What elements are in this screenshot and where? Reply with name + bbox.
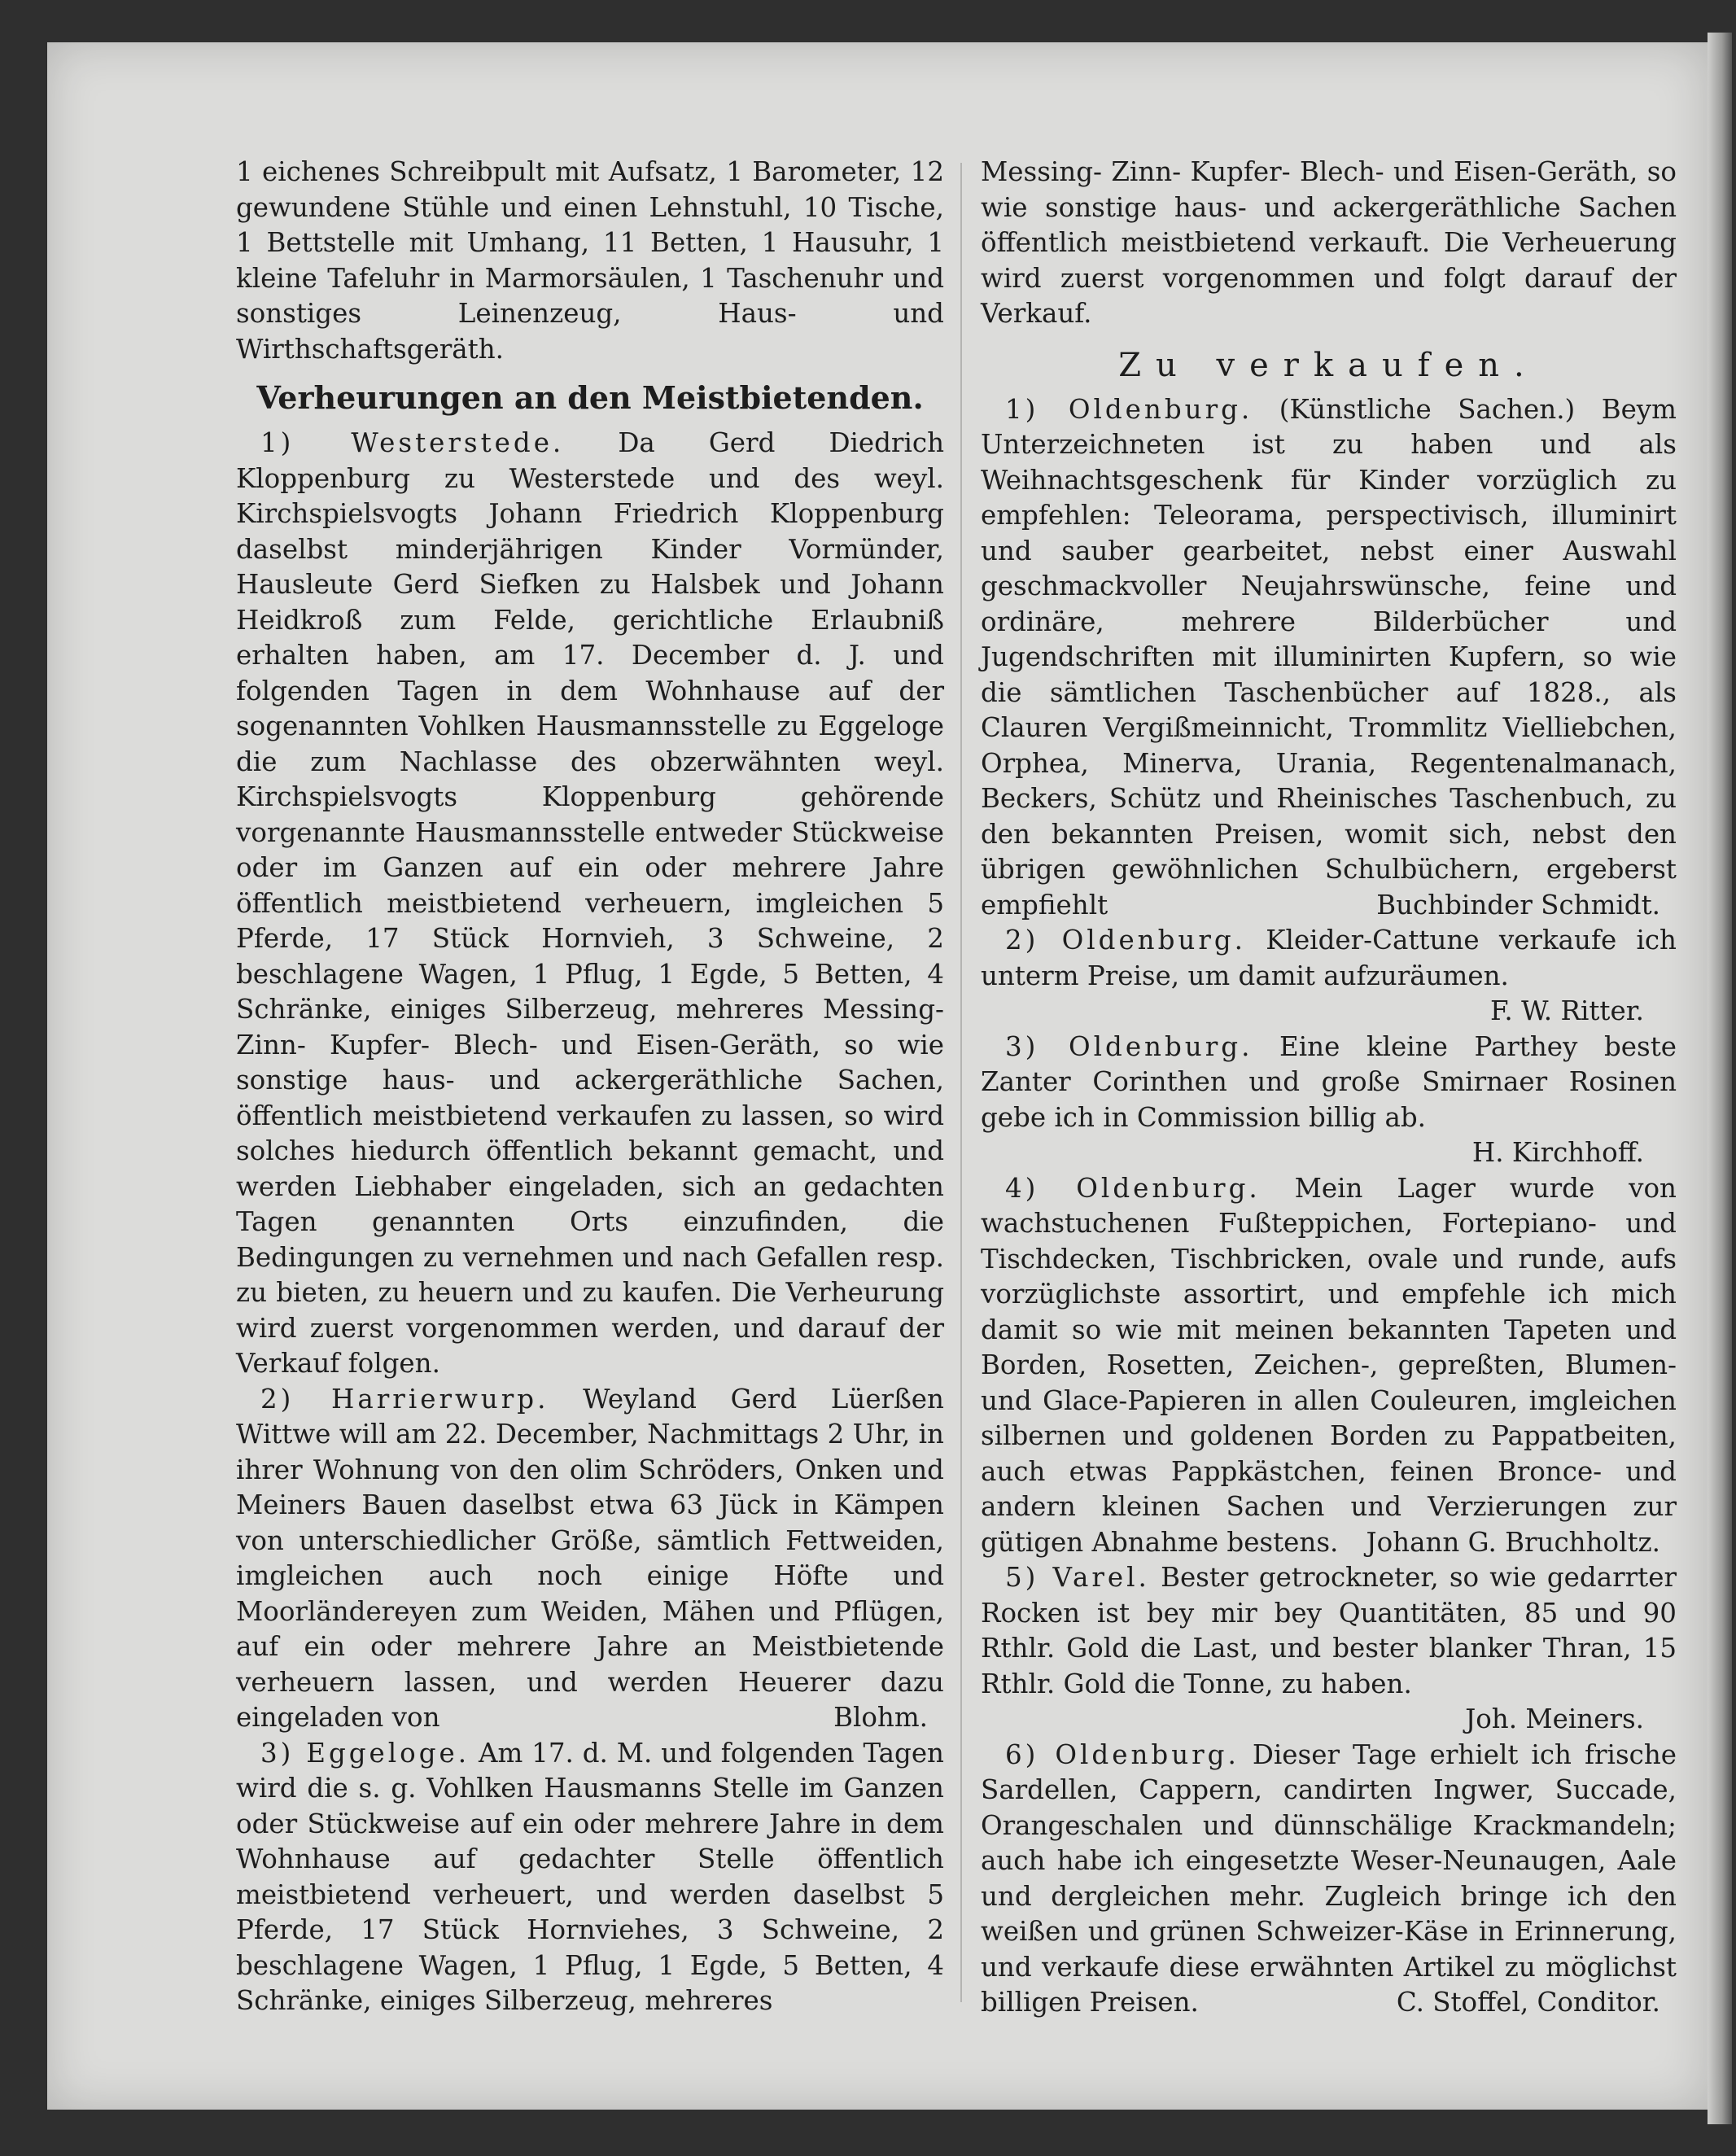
intro-paragraph: 1 eichenes Schreibpult mit Aufsatz, 1 Barometer, 12 gewundene Stühle und einen Lehnstuhl, 10 Tische, 1 Bettstelle mit Umhang, 11 Betten, 1 Hausuhr, 1 kleine Tafeluhr in Marmorsäulen, 1 Taschenuhr und sonstiges Leinenzeug, Haus- und Wirthschaftsgeräth.	[236, 156, 944, 365]
notice-signature: H. Kirchhoff.	[1471, 1137, 1644, 1168]
notice-item	[981, 923, 1677, 994]
notice-signature: F. W. Ritter.	[1489, 995, 1644, 1026]
notice-place: 3) Oldenburg.	[1005, 1030, 1253, 1062]
notice-text: Eine kleine Parthey beste Zanter Corinthen und große Smirnaer Rosinen gebe ich in Commission billig ab.	[981, 1030, 1677, 1133]
notice-place: 2) Oldenburg.	[1005, 925, 1247, 956]
notice-text: Mein Lager wurde von wachstuchenen Fußteppichen, Fortepiano- und Tischdecken, Tischbricken, ovale und runde, aufs vorzüglichste assortirt, und empfehle ich mich damit so wie mit meinen bekannten Tapeten und Borden, Rosetten, Zeichen-, gepreßten, Blumen- und Glace-Papieren in allen Couleuren, imgleichen silbernen und goldenen Borden zu Pappatbeiten, auch etwas Pappkästchen, feinen Bronce- und andern kleinen Sachen und Verzierungen zur gütigen Abnahme bestens.	[981, 1172, 1677, 1558]
notice-item	[981, 1560, 1677, 1702]
notice-place: 6) Oldenburg.	[1005, 1738, 1240, 1770]
left-column	[236, 155, 944, 2019]
continuation-paragraph: Messing- Zinn- Kupfer- Blech- und Eisen-Geräth, so wie sonstige haus- und ackergeräthliche Sachen öffentlich meistbietend verkauft. Die Verheuerung wird zuerst vorgenommen und folgt darauf der Verkauf.	[981, 156, 1677, 329]
page-edge	[1708, 33, 1732, 2124]
notice-text: Am 17. d. M. und folgenden Tagen wird die s. g. Vohlken Hausmanns Stelle im Ganzen oder Stückweise auf ein oder mehrere Jahre in dem Wohnhause auf gedachter Stelle öffentlich meistbietend verheuert, und werden daselbst 5 Pferde, 17 Stück Hornviehes, 3 Schweine, 2 beschlagene Wagen, 1 Pflug, 1 Egde, 5 Betten, 4 Schränke, einiges Silberzeug, mehreres	[236, 1737, 944, 2016]
notice-item	[236, 1382, 944, 1736]
notice-signature: C. Stoffel, Conditor.	[1396, 1987, 1660, 2018]
notice-signature: Blohm.	[833, 1702, 928, 1733]
notice-signature: Johann G. Bruchholtz.	[1366, 1526, 1660, 1558]
notice-text: (Künstliche Sachen.) Beym Unterzeichneten ist zu haben und als Weihnachtsgeschenk für Kinder vorzüglich zu empfehlen: Teleorama, perspectivisch, illuminirt und sauber gearbeitet, nebst einer Auswahl geschmackvoller Neujahrswünsche, feine und ordinäre, mehrere Bilderbücher und Jugendschriften mit illuminirten Kupfern, so wie die sämtlichen Taschenbücher auf 1828., als Clauren Vergißmeinnicht, Trommlitz Vielliebchen, Orphea, Minerva, Urania, Regentenalmanach, Beckers, Schütz und Rheinisches Taschenbuch, zu den bekannten Preisen, womit sich, nebst den übrigen gewöhnlichen Schulbüchern, ergeberst empfiehlt	[981, 393, 1677, 921]
right-column	[981, 155, 1677, 2021]
notice-item	[236, 426, 944, 1382]
notice-item	[236, 1736, 944, 2019]
notice-place: 3) Eggeloge.	[260, 1737, 470, 1769]
notice-item	[981, 392, 1677, 924]
notice-signature: Buchbinder Schmidt.	[1376, 889, 1660, 921]
notice-place: 2) Harrierwurp.	[260, 1383, 549, 1415]
notice-text: Kleider-Cattune verkaufe ich unterm Preise, um damit aufzuräumen.	[981, 925, 1677, 991]
section-heading-verheurungen: Verheurungen an den Meistbietenden.	[256, 379, 924, 416]
notice-text: Da Gerd Diedrich Kloppenburg zu Westerstede und des weyl. Kirchspielsvogts Johann Friedrich Kloppenburg daselbst minderjährigen Kinder Vormünder, Hausleute Gerd Siefken zu Halsbek und Johann Heidkroß zum Felde, gerichtliche Erlaubniß erhalten haben, am 17. December d. J. und folgenden Tagen in dem Wohnhause auf der sogenannten Vohlken Hausmannsstelle zu Eggeloge die zum Nachlasse des obzerwähnten weyl. Kirchspielsvogts Kloppenburg gehörende vorgenannte Hausmannsstelle entweder Stückweise oder im Ganzen auf ein oder mehrere Jahre öffentlich meistbietend verheuern, imgleichen 5 Pferde, 17 Stück Hornvieh, 3 Schweine, 2 beschlagene Wagen, 1 Pflug, 1 Egde, 5 Betten, 4 Schränke, einiges Silberzeug, mehreres Messing- Zinn- Kupfer- Blech- und Eisen-Geräth, so wie sonstige haus- und ackergeräthliche Sachen, öffentlich meistbietend verkaufen zu lassen, so wird solches hiedurch öffentlich bekannt gemacht, und werden Liebhaber eingeladen, sich an gedachten Tagen genannten Orts einzufinden, die Bedingungen zu vernehmen und nach Gefallen resp. zu bieten, zu heuern und zu kaufen. Die Verheurung wird zuerst vorgenommen werden, und darauf der Verkauf folgen.	[236, 427, 944, 1379]
notice-signature: Joh. Meiners.	[1465, 1703, 1644, 1734]
notice-item	[981, 1738, 1677, 2021]
notice-item	[981, 1030, 1677, 1136]
notice-text: Bester getrockneter, so wie gedarrter Rocken ist bey mir bey Quantitäten, 85 und 90 Rthlr. Gold die Last, und bester blanker Thran, 15 Rthlr. Gold die Tonne, zu haben.	[981, 1562, 1677, 1699]
column-divider	[960, 163, 962, 2002]
notice-text: Weyland Gerd Lüerßen Wittwe will am 22. December, Nachmittags 2 Uhr, in ihrer Wohnung von den olim Schröders, Onken und Meiners Bauen daselbst etwa 63 Jück in Kämpen von unterschiedlicher Größe, sämtlich Fettweiden, imgleichen auch noch einige Höfte und Moorländereyen zum Weiden, Mähen und Pflügen, auf ein oder mehrere Jahre an Meistbietende verheuern lassen, und werden Heuerer dazu eingeladen von	[236, 1383, 944, 1733]
section-heading-zu-verkaufen: Zu verkaufen.	[1118, 346, 1539, 384]
notice-place: 1) Westerstede.	[260, 427, 565, 458]
notice-place: 4) Oldenburg.	[1005, 1172, 1261, 1204]
notice-item	[981, 1171, 1677, 1561]
notice-text: Dieser Tage erhielt ich frische Sardellen, Cappern, candirten Ingwer, Succade, Orangeschalen und dünnschälige Krackmandeln; auch habe ich eingesetzte Weser-Neunaugen, Aale und dergleichen mehr. Zugleich bringe ich den weißen und grünen Schweizer-Käse in Erinnerung, und verkaufe diese erwähnten Artikel zu möglichst billigen Preisen.	[981, 1738, 1677, 2018]
notice-place: 5) Varel.	[1005, 1562, 1150, 1593]
notice-place: 1) Oldenburg.	[1005, 393, 1253, 425]
